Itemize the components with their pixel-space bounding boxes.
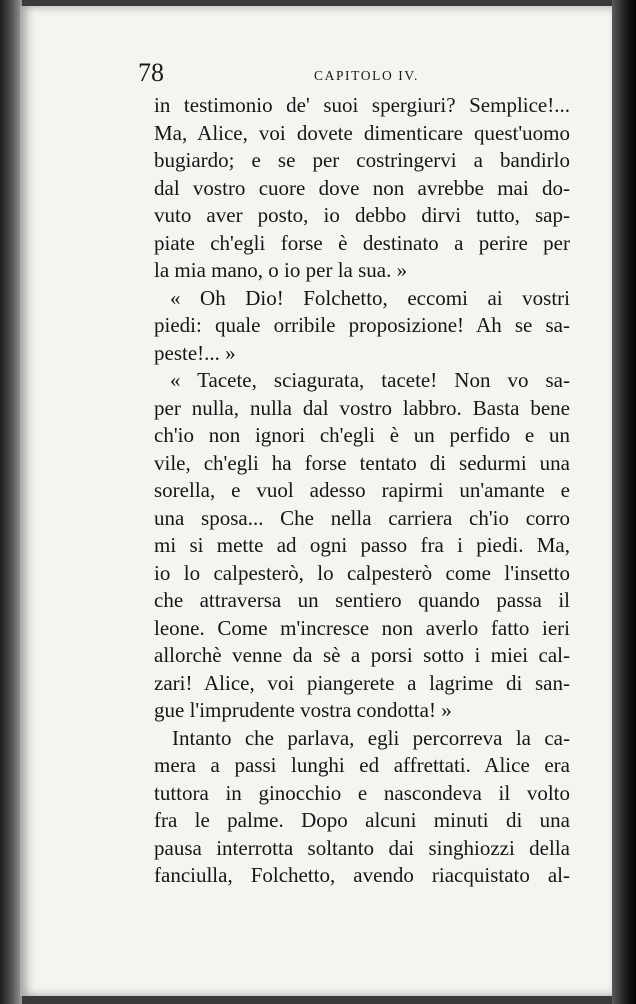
- text-line: Ma, Alice, voi dovete dimenticare quest'uomo: [154, 120, 570, 145]
- text-line: fra le palme. Dopo alcuni minuti di una: [154, 808, 570, 832]
- text-line: Intanto che parlava, egli percorreva la ca-: [172, 725, 570, 750]
- text-line: una sposa... Che nella carriera ch'io corro: [154, 505, 570, 530]
- text-line: ch'io non ignori ch'egli è un perfido e un: [154, 423, 570, 447]
- text-line: « Oh Dio! Folchetto, eccomi ai vostri: [170, 285, 570, 310]
- text-line: pausa interrotta soltanto dai singhiozzi della: [154, 835, 570, 860]
- page-fore-edge: [612, 0, 636, 1004]
- page-number: 78: [138, 58, 164, 87]
- running-title: CAPITOLO IV.: [314, 68, 419, 83]
- body-text: [154, 92, 570, 890]
- text-line: mera a passi lunghi ed affrettati. Alice era: [154, 753, 570, 777]
- text-line: piate ch'egli forse è destinato a perire per: [154, 230, 570, 255]
- text-line: gue l'imprudente vostra condotta! »: [154, 698, 452, 722]
- text-line: in testimonio de' suoi spergiuri? Semplice!...: [154, 93, 570, 117]
- text-line: « Tacete, sciagurata, tacete! Non vo sa-: [170, 368, 570, 392]
- text-line: peste!... »: [154, 340, 236, 365]
- text-line: fanciulla, Folchetto, avendo riacquistato al-: [154, 863, 570, 887]
- text-line: che attraversa un sentiero quando passa il: [154, 588, 570, 612]
- text-line: io lo calpesterò, lo calpesterò come l'insetto: [154, 560, 570, 585]
- text-line: bugiardo; e se per costringervi a bandirlo: [154, 148, 570, 172]
- text-line: la mia mano, o io per la sua. »: [154, 258, 408, 282]
- text-line: sorella, e vuol adesso rapirmi un'amante e: [154, 478, 570, 502]
- text-line: piedi: quale orribile proposizione! Ah se sa-: [154, 313, 570, 337]
- text-line: tuttora in ginocchio e nascondeva il volto: [154, 780, 570, 805]
- text-line: vile, ch'egli ha forse tentato di sedurmi una: [154, 450, 570, 475]
- binding-shadow: [0, 0, 22, 1004]
- page-header: [136, 58, 588, 94]
- text-line: leone. Come m'incresce non averlo fatto ieri: [154, 615, 570, 640]
- text-line: per nulla, nulla dal vostro labbro. Basta bene: [154, 395, 570, 420]
- text-line: zari! Alice, voi piangerete a lagrime di san-: [154, 670, 570, 695]
- text-line: dal vostro cuore dove non avrebbe mai do-: [154, 175, 570, 200]
- text-line: vuto aver posto, io debbo dirvi tutto, sap-: [154, 203, 570, 227]
- text-line: mi si mette ad ogni passo fra i piedi. Ma,: [154, 533, 570, 557]
- text-line: allorchè venne da sè a porsi sotto i miei cal-: [154, 643, 570, 667]
